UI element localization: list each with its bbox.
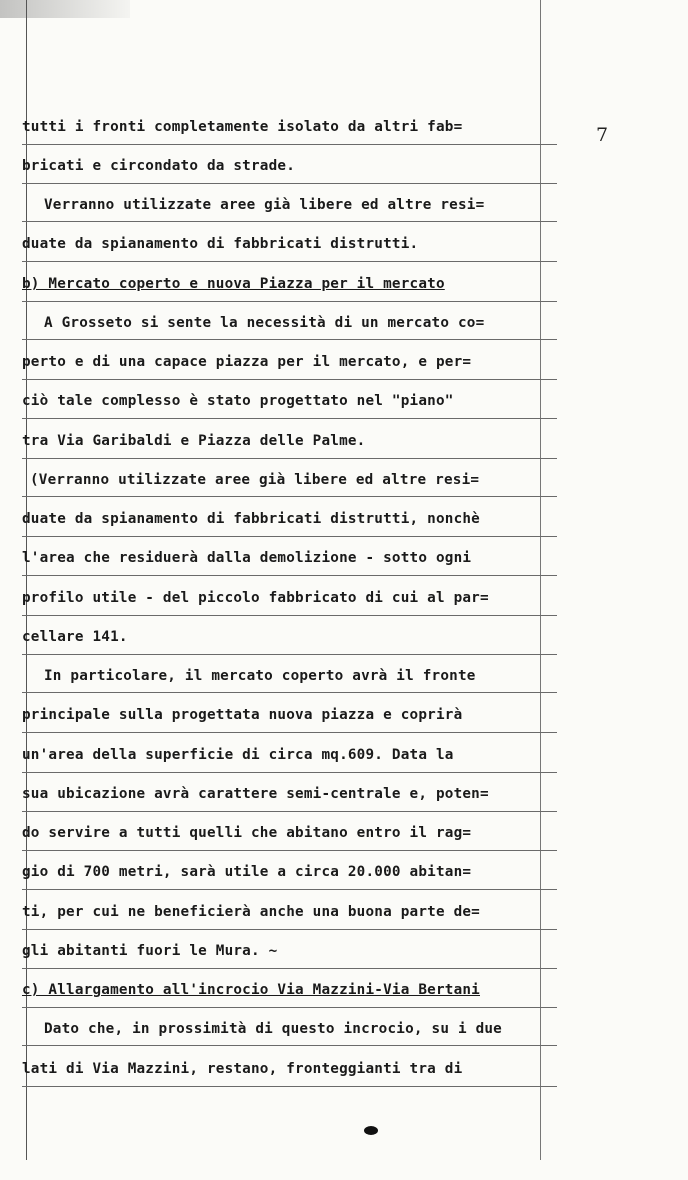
text-line: A Grosseto si sente la necessità di un mercato co=: [22, 310, 557, 340]
text-line: tra Via Garibaldi e Piazza delle Palme.: [22, 428, 557, 459]
text-line: ciò tale complesso è stato progettato nel "piano": [22, 388, 557, 419]
text-line: cellare 141.: [22, 624, 557, 655]
text-line: perto e di una capace piazza per il mercato, e per=: [22, 349, 557, 380]
text-line: profilo utile - del piccolo fabbricato di cui al par=: [22, 585, 557, 616]
text-line: (Verranno utilizzate aree già libere ed altre resi=: [22, 467, 557, 497]
text-line: principale sulla progettata nuova piazza e coprirà: [22, 702, 557, 733]
text-line: do servire a tutti quelli che abitano entro il rag=: [22, 820, 557, 851]
scan-corner-smudge: [0, 0, 130, 18]
text-line: ti, per cui ne beneficierà anche una buona parte de=: [22, 899, 557, 930]
section-heading-c-text: c) Allargamento all'incrocio Via Mazzini-Via Bertani: [22, 982, 480, 998]
section-heading-c: [22, 977, 557, 1008]
ink-blot: [364, 1126, 378, 1135]
text-line: gio di 700 metri, sarà utile a circa 20.000 abitan=: [22, 859, 557, 890]
text-line: bricati e circondato da strade.: [22, 153, 557, 184]
text-line: tutti i fronti completamente isolato da altri fab=: [22, 114, 557, 145]
text-line: In particolare, il mercato coperto avrà il fronte: [22, 663, 557, 693]
section-heading-b: [22, 271, 557, 302]
text-line: lati di Via Mazzini, restano, fronteggianti tra di: [22, 1056, 557, 1087]
section-heading-b-text: b) Mercato coperto e nuova Piazza per il mercato: [22, 276, 445, 292]
text-line: duate da spianamento di fabbricati distrutti, nonchè: [22, 506, 557, 537]
text-line: Verranno utilizzate aree già libere ed altre resi=: [22, 192, 557, 222]
text-line: Dato che, in prossimità di questo incrocio, su i due: [22, 1016, 557, 1046]
text-line: sua ubicazione avrà carattere semi-centrale e, poten=: [22, 781, 557, 812]
text-line: duate da spianamento di fabbricati distrutti.: [22, 231, 557, 262]
page-number: 7: [596, 124, 609, 146]
text-line: gli abitanti fuori le Mura. ~: [22, 938, 557, 969]
text-line: un'area della superficie di circa mq.609. Data la: [22, 742, 557, 773]
text-line: l'area che residuerà dalla demolizione - sotto ogni: [22, 545, 557, 576]
